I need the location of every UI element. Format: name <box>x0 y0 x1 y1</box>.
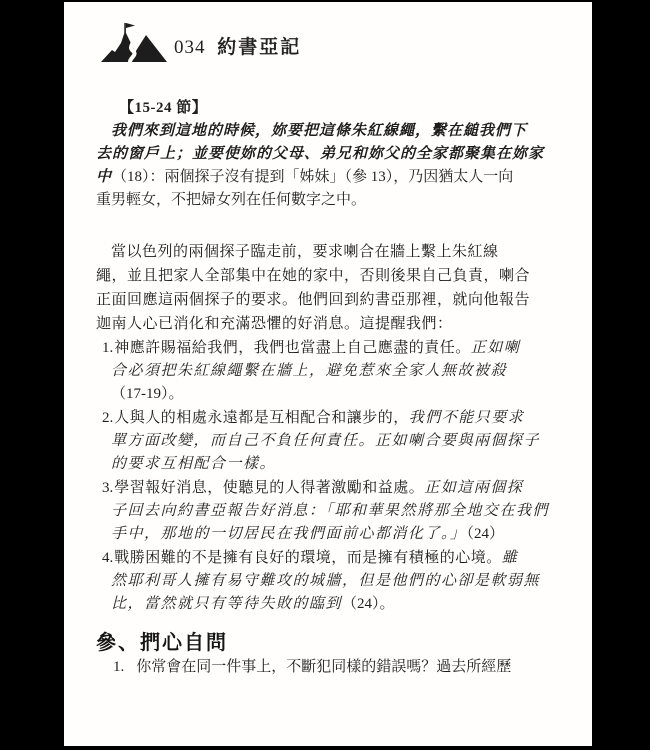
text-line <box>96 312 544 336</box>
point-example-text: 單方面改變，而自己不負任何責任。正如喇合要與兩個探子 <box>111 433 541 449</box>
text-line <box>96 500 550 523</box>
point-text: 學習報好消息，使聽見的人得著激勵和益處。 <box>114 479 425 496</box>
text-line <box>96 523 544 546</box>
running-header <box>100 22 301 64</box>
point-example-text: 正如喇 <box>470 340 521 356</box>
question-number: 1. <box>113 659 125 675</box>
point-example-text: 合必須把朱紅線繩繫在牆上，避免惹來全家人無故被殺 <box>111 363 508 379</box>
verse-reference: （24）。 <box>342 596 395 612</box>
point-example-text: 手中，那地的一切居民在我們面前心都消化了。」 <box>111 526 467 542</box>
point-example-text: 我們不能只要求 <box>408 410 525 426</box>
numbered-point-2 <box>96 406 544 476</box>
text-line <box>96 143 544 166</box>
text-line <box>96 336 544 360</box>
commentary-text: 繩，並且把家人全部集中在她的家中，否則後果自己負責，喇合 <box>96 267 531 284</box>
commentary-text: 重男輕女，不把婦女列在任何數字之中。 <box>96 192 367 208</box>
text-line <box>96 120 544 143</box>
commentary-text: 當以色列的兩個探子臨走前，要求喇合在牆上繫上朱紅線 <box>111 243 499 260</box>
text-line <box>96 430 544 453</box>
chapter-page-number: 034 <box>174 37 206 58</box>
commentary-text: （18）：兩個探子沒有提到「姊妹」（參 13），乃因猶太人一向 <box>112 169 514 185</box>
text-line <box>96 406 544 430</box>
verse-reference: （17-19）。 <box>111 386 184 402</box>
text-line <box>96 453 544 476</box>
header-text <box>174 38 301 58</box>
text-line <box>96 383 544 406</box>
scripture-text: 我們來到這地的時候，妳要把這條朱紅線繩，繫在縋我們下 <box>111 123 528 139</box>
numbered-point-3 <box>96 476 550 546</box>
verse-reference: （24） <box>466 526 505 542</box>
numbered-point-4 <box>96 546 544 616</box>
commentary-text: 迦南人心已消化和充滿恐懼的好消息。這提醒我們： <box>96 315 453 332</box>
point-example-text: 雖 <box>501 550 519 566</box>
book-title: 約書亞記 <box>217 37 302 58</box>
text-line <box>96 360 544 383</box>
text-line <box>96 189 544 212</box>
point-text: 戰勝困難的不是擁有良好的環境，而是擁有積極的心境。 <box>114 549 502 566</box>
text-line <box>96 476 544 500</box>
point-number: 3. <box>102 480 114 496</box>
mountain-flag-icon <box>100 22 168 64</box>
point-text: 神應許賜福給我們，我們也當盡上自己應盡的責任。 <box>114 339 471 356</box>
point-text: 人與人的相處永遠都是互相配合和讓步的， <box>114 409 409 426</box>
commentary-paragraph <box>96 240 544 336</box>
point-number: 1. <box>102 340 114 356</box>
text-line <box>96 166 544 189</box>
scripture-quote-paragraph <box>96 120 544 212</box>
question-text: 你常會在同一件事上，不斷犯同樣的錯誤嗎？過去所經歷 <box>136 659 512 675</box>
scripture-text: 中 <box>96 169 113 185</box>
commentary-text: 正面回應這兩個探子的要求。他們回到約書亞那裡，就向他報告 <box>96 291 531 308</box>
scripture-text: 去的窗戶上；並要使妳的父母、弟兄和妳父的全家都聚集在妳家 <box>96 146 545 162</box>
point-example-text: 子回去向約書亞報告好消息：「耶和華果然將那全地交在我們 <box>111 503 550 519</box>
text-line <box>96 546 544 570</box>
text-line <box>96 288 544 312</box>
point-number: 4. <box>102 550 114 566</box>
text-line <box>96 264 544 288</box>
numbered-point-1 <box>96 336 544 406</box>
point-example-text: 正如這兩個探 <box>424 480 524 496</box>
point-example-text: 然耶利哥人擁有易守難攻的城牆，但是他們的心卻是軟弱無 <box>111 573 541 589</box>
section-heading: 參、捫心自問 <box>96 632 228 654</box>
text-line <box>96 593 544 616</box>
book-page <box>64 2 592 746</box>
text-line <box>96 570 544 593</box>
point-example-text: 的要求互相配合一樣。 <box>111 456 277 472</box>
question-item <box>96 656 544 679</box>
verse-range-marker: 【15-24 節】 <box>119 100 208 116</box>
text-line <box>96 240 544 264</box>
page-content <box>96 97 550 679</box>
point-number: 2. <box>102 410 114 426</box>
point-example-text: 比，當然就只有等待失敗的臨到 <box>111 596 343 612</box>
